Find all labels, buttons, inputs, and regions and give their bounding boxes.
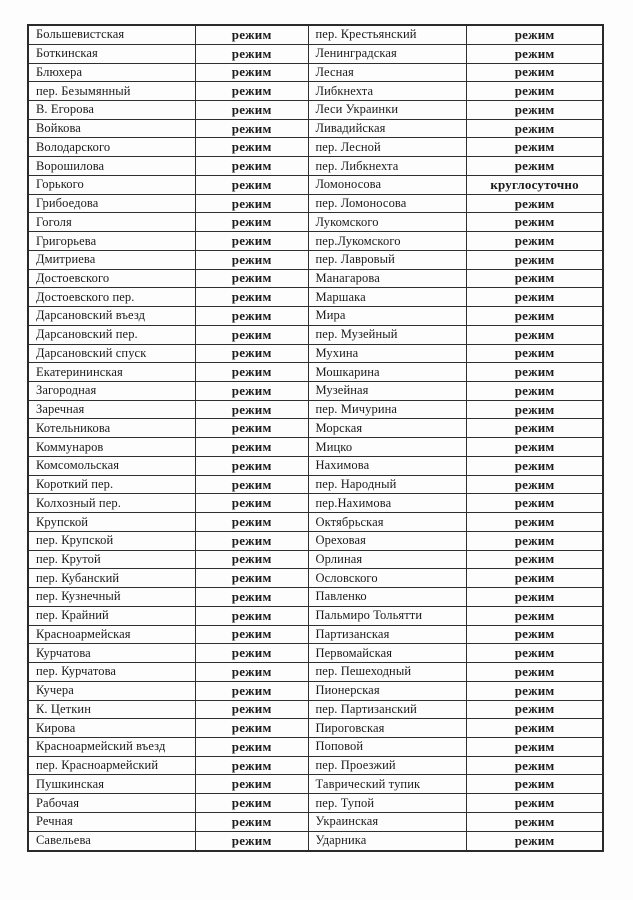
street-cell-left: Дарсановский въезд	[28, 307, 195, 326]
mode-cell-left: режим	[195, 625, 308, 644]
mode-cell-right: режим	[467, 513, 603, 532]
table-row	[28, 400, 603, 419]
mode-cell-left: режим	[195, 213, 308, 232]
street-cell-right: Лесная	[308, 63, 467, 82]
street-cell-right: Ореховая	[308, 531, 467, 550]
street-cell-right: пер. Лесной	[308, 138, 467, 157]
street-cell-right: пер. Пешеходный	[308, 663, 467, 682]
street-cell-left: Кучера	[28, 681, 195, 700]
street-cell-left: Красноармейский въезд	[28, 737, 195, 756]
mode-cell-left: режим	[195, 138, 308, 157]
street-cell-right: Нахимова	[308, 456, 467, 475]
street-cell-right: Таврический тупик	[308, 775, 467, 794]
street-cell-right: Манагарова	[308, 269, 467, 288]
street-cell-left: Достоевского	[28, 269, 195, 288]
street-cell-left: Ворошилова	[28, 157, 195, 176]
mode-cell-left: режим	[195, 400, 308, 419]
mode-cell-left: режим	[195, 475, 308, 494]
street-cell-left: пер. Курчатова	[28, 663, 195, 682]
street-cell-right: пер. Народный	[308, 475, 467, 494]
table-row	[28, 307, 603, 326]
mode-cell-left: режим	[195, 438, 308, 457]
mode-cell-left: режим	[195, 307, 308, 326]
table-row	[28, 756, 603, 775]
table-row	[28, 663, 603, 682]
street-cell-left: Дмитриева	[28, 250, 195, 269]
table-row	[28, 232, 603, 251]
street-cell-left: Речная	[28, 812, 195, 831]
mode-cell-right: режим	[467, 681, 603, 700]
table-row	[28, 625, 603, 644]
street-cell-right: Музейная	[308, 382, 467, 401]
street-cell-right: пер. Крестьянский	[308, 25, 467, 44]
mode-cell-right: режим	[467, 456, 603, 475]
street-cell-left: Комсомольская	[28, 456, 195, 475]
street-cell-left: Дарсановский спуск	[28, 344, 195, 363]
street-cell-right: Леси Украинки	[308, 101, 467, 120]
mode-cell-right: режим	[467, 700, 603, 719]
street-cell-left: пер. Безымянный	[28, 82, 195, 101]
table-row	[28, 812, 603, 831]
street-cell-left: Курчатова	[28, 644, 195, 663]
mode-cell-left: режим	[195, 419, 308, 438]
street-cell-right: Павленко	[308, 588, 467, 607]
mode-cell-right: режим	[467, 419, 603, 438]
street-cell-left: Красноармейская	[28, 625, 195, 644]
street-cell-right: Мошкарина	[308, 363, 467, 382]
mode-cell-left: режим	[195, 363, 308, 382]
table-row	[28, 550, 603, 569]
street-cell-right: Пироговская	[308, 719, 467, 738]
street-cell-right: Первомайская	[308, 644, 467, 663]
table-row	[28, 494, 603, 513]
table-row	[28, 25, 603, 44]
mode-cell-right: режим	[467, 213, 603, 232]
mode-cell-right: режим	[467, 194, 603, 213]
street-cell-left: Большевистская	[28, 25, 195, 44]
street-cell-left: Заречная	[28, 400, 195, 419]
table-row	[28, 588, 603, 607]
table-row	[28, 363, 603, 382]
street-cell-right: Мухина	[308, 344, 467, 363]
mode-cell-right: режим	[467, 344, 603, 363]
mode-cell-left: режим	[195, 531, 308, 550]
street-cell-right: Морская	[308, 419, 467, 438]
street-cell-left: Загородная	[28, 382, 195, 401]
mode-cell-right: режим	[467, 269, 603, 288]
table-row	[28, 419, 603, 438]
mode-cell-right: режим	[467, 756, 603, 775]
mode-cell-left: режим	[195, 250, 308, 269]
table-row	[28, 119, 603, 138]
table-row	[28, 44, 603, 63]
mode-cell-left: режим	[195, 82, 308, 101]
street-cell-right: Поповой	[308, 737, 467, 756]
mode-cell-right: круглосуточно	[467, 175, 603, 194]
street-cell-left: пер. Крупской	[28, 531, 195, 550]
mode-cell-right: режим	[467, 644, 603, 663]
table-row	[28, 794, 603, 813]
street-cell-left: Котельникова	[28, 419, 195, 438]
mode-cell-left: режим	[195, 232, 308, 251]
mode-cell-right: режим	[467, 288, 603, 307]
table-row	[28, 681, 603, 700]
mode-cell-right: режим	[467, 101, 603, 120]
street-cell-right: Украинская	[308, 812, 467, 831]
mode-cell-right: режим	[467, 606, 603, 625]
mode-cell-left: режим	[195, 775, 308, 794]
street-cell-right: Мицко	[308, 438, 467, 457]
mode-cell-right: режим	[467, 569, 603, 588]
mode-cell-right: режим	[467, 812, 603, 831]
mode-cell-left: режим	[195, 456, 308, 475]
street-cell-right: пер. Музейный	[308, 325, 467, 344]
mode-cell-left: режим	[195, 812, 308, 831]
mode-cell-left: режим	[195, 719, 308, 738]
mode-cell-right: режим	[467, 831, 603, 851]
mode-cell-right: режим	[467, 325, 603, 344]
table-row	[28, 250, 603, 269]
mode-cell-right: режим	[467, 44, 603, 63]
table-row	[28, 737, 603, 756]
table-row	[28, 475, 603, 494]
street-mode-table	[27, 24, 604, 852]
mode-cell-left: режим	[195, 194, 308, 213]
street-cell-left: К. Цеткин	[28, 700, 195, 719]
mode-cell-left: режим	[195, 588, 308, 607]
table-row	[28, 288, 603, 307]
mode-cell-right: режим	[467, 250, 603, 269]
mode-cell-right: режим	[467, 794, 603, 813]
table-row	[28, 344, 603, 363]
table-row	[28, 194, 603, 213]
street-cell-right: пер. Либкнехта	[308, 157, 467, 176]
table-row	[28, 157, 603, 176]
table-row	[28, 719, 603, 738]
street-cell-left: Григорьева	[28, 232, 195, 251]
mode-cell-left: режим	[195, 382, 308, 401]
mode-cell-right: режим	[467, 663, 603, 682]
mode-cell-left: режим	[195, 513, 308, 532]
mode-cell-right: режим	[467, 157, 603, 176]
mode-cell-right: режим	[467, 588, 603, 607]
mode-cell-left: режим	[195, 794, 308, 813]
street-cell-right: Пальмиро Тольятти	[308, 606, 467, 625]
mode-cell-right: режим	[467, 400, 603, 419]
mode-cell-right: режим	[467, 363, 603, 382]
mode-cell-right: режим	[467, 775, 603, 794]
table-row	[28, 269, 603, 288]
mode-cell-left: режим	[195, 569, 308, 588]
street-cell-left: Крупской	[28, 513, 195, 532]
mode-cell-right: режим	[467, 531, 603, 550]
table-row	[28, 213, 603, 232]
street-cell-left: Савельева	[28, 831, 195, 851]
mode-cell-left: режим	[195, 175, 308, 194]
street-cell-right: Ударника	[308, 831, 467, 851]
street-cell-left: Екатерининская	[28, 363, 195, 382]
street-cell-left: Колхозный пер.	[28, 494, 195, 513]
street-cell-left: Короткий пер.	[28, 475, 195, 494]
street-cell-right: Лукомского	[308, 213, 467, 232]
street-cell-right: Октябрьская	[308, 513, 467, 532]
mode-cell-left: режим	[195, 101, 308, 120]
street-cell-left: Горького	[28, 175, 195, 194]
table-body	[28, 25, 603, 851]
table-row	[28, 569, 603, 588]
mode-cell-right: режим	[467, 625, 603, 644]
street-cell-right: пер. Партизанский	[308, 700, 467, 719]
street-cell-left: Коммунаров	[28, 438, 195, 457]
table-row	[28, 644, 603, 663]
table-row	[28, 325, 603, 344]
table-row	[28, 101, 603, 120]
street-cell-left: Дарсановский пер.	[28, 325, 195, 344]
mode-cell-left: режим	[195, 550, 308, 569]
mode-cell-right: режим	[467, 475, 603, 494]
table-row	[28, 700, 603, 719]
table-row	[28, 382, 603, 401]
table-row	[28, 606, 603, 625]
street-cell-right: Партизанская	[308, 625, 467, 644]
mode-cell-left: режим	[195, 25, 308, 44]
street-cell-left: Пушкинская	[28, 775, 195, 794]
street-cell-left: пер. Кубанский	[28, 569, 195, 588]
street-cell-left: Гоголя	[28, 213, 195, 232]
street-cell-right: Либкнехта	[308, 82, 467, 101]
mode-cell-left: режим	[195, 831, 308, 851]
street-cell-right: пер. Лавровый	[308, 250, 467, 269]
street-cell-left: пер. Красноармейский	[28, 756, 195, 775]
mode-cell-left: режим	[195, 606, 308, 625]
mode-cell-left: режим	[195, 119, 308, 138]
table-row	[28, 531, 603, 550]
table-row	[28, 438, 603, 457]
mode-cell-right: режим	[467, 382, 603, 401]
street-cell-left: Грибоедова	[28, 194, 195, 213]
mode-cell-right: режим	[467, 119, 603, 138]
table-row	[28, 775, 603, 794]
mode-cell-right: режим	[467, 232, 603, 251]
street-cell-right: пер.Нахимова	[308, 494, 467, 513]
mode-cell-right: режим	[467, 719, 603, 738]
street-cell-right: Орлиная	[308, 550, 467, 569]
mode-cell-left: режим	[195, 644, 308, 663]
table-row	[28, 138, 603, 157]
mode-cell-left: режим	[195, 681, 308, 700]
street-cell-right: пер.Лукомского	[308, 232, 467, 251]
street-cell-left: Рабочая	[28, 794, 195, 813]
mode-cell-left: режим	[195, 494, 308, 513]
mode-cell-right: режим	[467, 138, 603, 157]
street-cell-right: пер. Мичурина	[308, 400, 467, 419]
street-cell-right: Мира	[308, 307, 467, 326]
street-cell-left: Боткинская	[28, 44, 195, 63]
mode-cell-left: режим	[195, 44, 308, 63]
street-cell-left: Володарского	[28, 138, 195, 157]
street-cell-right: Ословского	[308, 569, 467, 588]
street-cell-left: Блюхера	[28, 63, 195, 82]
mode-cell-right: режим	[467, 82, 603, 101]
mode-cell-right: режим	[467, 63, 603, 82]
mode-cell-right: режим	[467, 25, 603, 44]
street-cell-left: Достоевского пер.	[28, 288, 195, 307]
mode-cell-right: режим	[467, 737, 603, 756]
street-cell-right: Ливадийская	[308, 119, 467, 138]
mode-cell-left: режим	[195, 157, 308, 176]
table-row	[28, 82, 603, 101]
mode-cell-left: режим	[195, 700, 308, 719]
street-cell-left: пер. Кузнечный	[28, 588, 195, 607]
street-cell-left: пер. Крутой	[28, 550, 195, 569]
street-cell-right: пер. Ломоносова	[308, 194, 467, 213]
street-cell-left: Войкова	[28, 119, 195, 138]
mode-cell-left: режим	[195, 288, 308, 307]
mode-cell-left: режим	[195, 325, 308, 344]
mode-cell-left: режим	[195, 344, 308, 363]
table-row	[28, 63, 603, 82]
table-row	[28, 513, 603, 532]
street-cell-right: Пионерская	[308, 681, 467, 700]
mode-cell-right: режим	[467, 550, 603, 569]
mode-cell-left: режим	[195, 756, 308, 775]
mode-cell-right: режим	[467, 494, 603, 513]
street-cell-right: Ломоносова	[308, 175, 467, 194]
mode-cell-right: режим	[467, 307, 603, 326]
street-cell-right: Маршака	[308, 288, 467, 307]
street-cell-left: пер. Крайний	[28, 606, 195, 625]
mode-cell-left: режим	[195, 63, 308, 82]
table-row	[28, 175, 603, 194]
street-cell-right: пер. Тупой	[308, 794, 467, 813]
mode-cell-left: режим	[195, 737, 308, 756]
mode-cell-left: режим	[195, 269, 308, 288]
street-cell-left: Кирова	[28, 719, 195, 738]
mode-cell-left: режим	[195, 663, 308, 682]
street-cell-right: пер. Проезжий	[308, 756, 467, 775]
street-cell-left: В. Егорова	[28, 101, 195, 120]
mode-cell-right: режим	[467, 438, 603, 457]
street-cell-right: Ленинградская	[308, 44, 467, 63]
table-row	[28, 831, 603, 851]
table-row	[28, 456, 603, 475]
